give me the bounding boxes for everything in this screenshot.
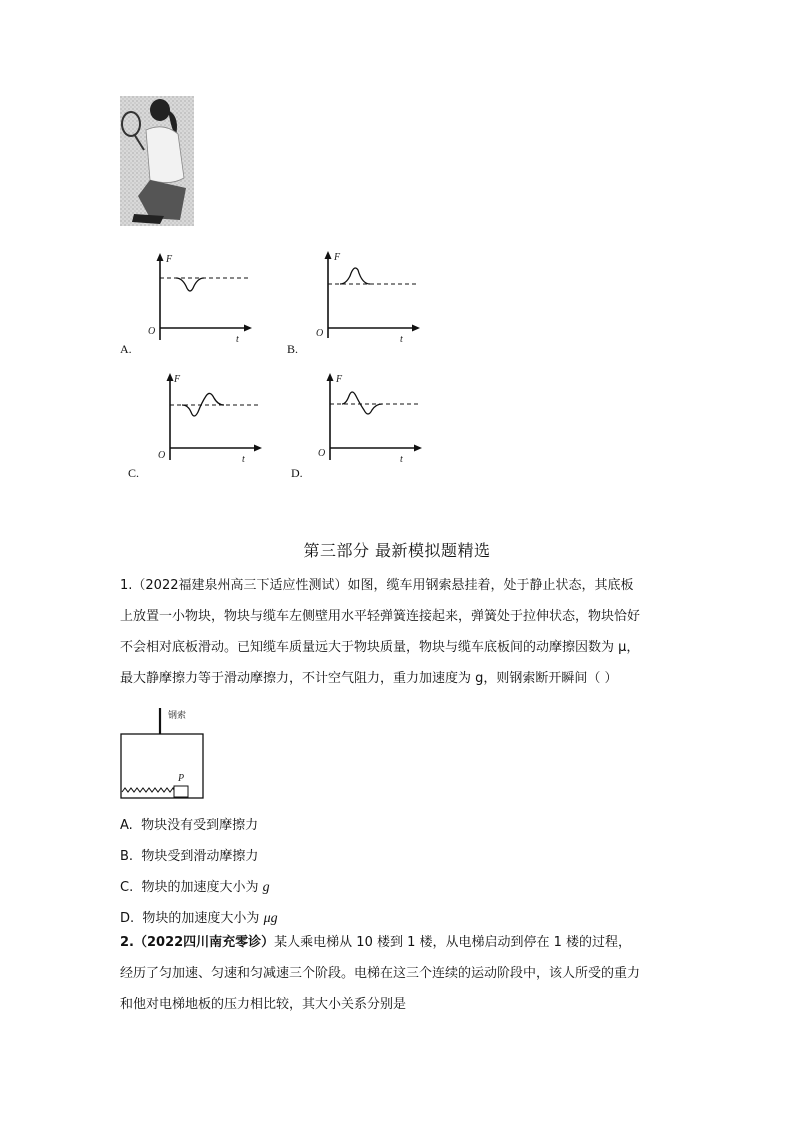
person-squatting-photo [120, 96, 194, 226]
origin-label: O [318, 448, 326, 459]
question-1-line-2: 上放置一小物块，物块与缆车左侧壁用水平轻弹簧连接起来，弹簧处于拉伸状态，物块恰好 [120, 609, 641, 624]
option-letter-c: C. [128, 466, 140, 480]
axis-label-t: t [236, 334, 239, 344]
graph-c [154, 372, 264, 464]
cable-label: 钢索 [168, 711, 187, 721]
option-letter-d: D. [291, 466, 303, 480]
question-1-option-b[interactable]: B. 物块受到滑动摩擦力 [120, 849, 259, 864]
question-1-line-4: 最大静摩擦力等于滑动摩擦力，不计空气阻力，重力加速度为 g，则钢索断开瞬间（ ） [120, 671, 618, 686]
axis-label-f: F [174, 374, 181, 385]
question-1-line-1: 1.（2022福建泉州高三下适应性测试）如图，缆车用钢索悬挂着，处于静止状态，其底板 [120, 578, 634, 593]
question-1-option-d[interactable]: D. 物块的加速度大小为 μg [120, 911, 278, 926]
axis-label-f: F [334, 252, 341, 263]
graph-b [312, 250, 422, 342]
cable-car-figure [118, 706, 210, 802]
axis-label-t: t [400, 454, 403, 464]
question-2-source: 2.（2022四川南充零诊） [120, 935, 275, 950]
block-label: P [178, 773, 185, 784]
question-1-option-a[interactable]: A. 物块没有受到摩擦力 [120, 818, 259, 833]
question-2-stem [120, 927, 680, 1020]
question-1-option-c[interactable]: C. 物块的加速度大小为 g [120, 880, 270, 895]
question-2-line-3: 和他对电梯地板的压力相比较，其大小关系分别是 [120, 997, 407, 1012]
question-2-line-2: 经历了匀加速、匀速和匀减速三个阶段。电梯在这三个连续的运动阶段中，该人所受的重力 [120, 966, 641, 981]
question-2-line-1: 2.（2022四川南充零诊）某人乘电梯从 10 楼到 1 楼，从电梯启动到停在 1 楼的过程， [120, 935, 632, 950]
question-1-stem [120, 570, 680, 694]
graph-a [144, 252, 254, 344]
origin-label: O [158, 450, 166, 461]
origin-label: O [148, 326, 156, 337]
axis-label-t: t [242, 454, 245, 464]
graph-d [314, 372, 424, 464]
axis-label-f: F [166, 254, 173, 265]
origin-label: O [316, 328, 324, 339]
section-title: 第三部分 最新模拟题精选 [303, 541, 491, 560]
axis-label-f: F [336, 374, 343, 385]
axis-label-t: t [400, 334, 403, 342]
question-number: 1. [120, 578, 133, 593]
option-letter-a: A. [120, 342, 132, 356]
option-letter-b: B. [287, 342, 299, 356]
question-1-line-3: 不会相对底板滑动。已知缆车质量远大于物块质量，物块与缆车底板间的动摩擦因数为 μ， [120, 640, 640, 655]
